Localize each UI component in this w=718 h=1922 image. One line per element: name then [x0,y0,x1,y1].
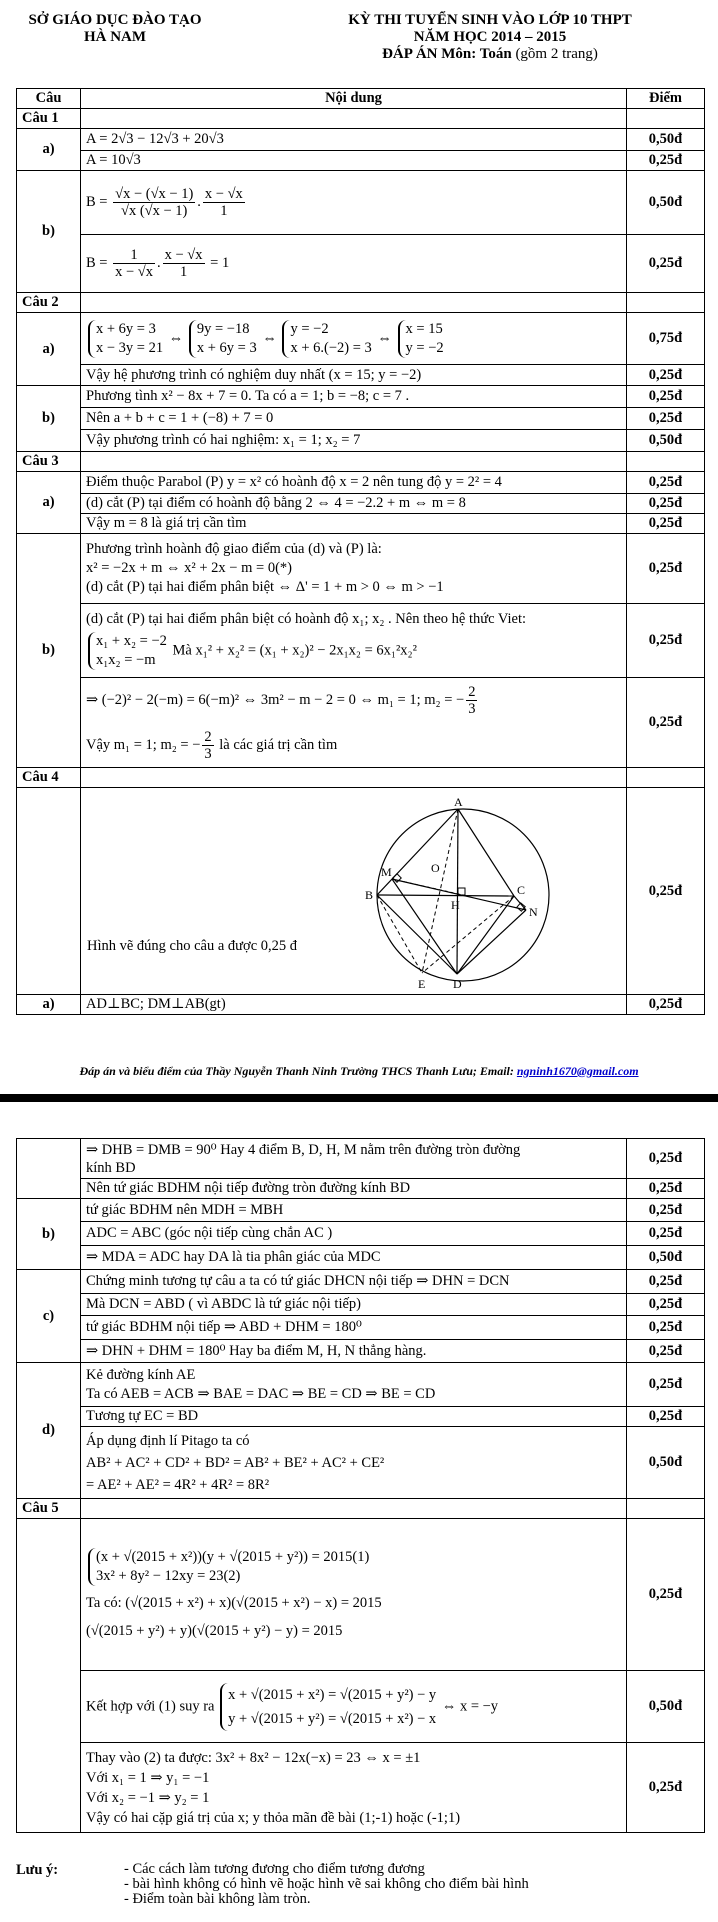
points-cell: 0,50đ [627,1427,705,1499]
answer-step: A = 2√3 − 12√3 + 20√3 [81,129,627,151]
segment-dn [457,910,526,974]
issuer-province: HÀ NAM [83,29,147,45]
answer-step: Vậy phương trình có hai nghiệm: x₁ = 1; x₂ = 7 [81,430,627,452]
answer-step: Áp dụng định lí Pitago ta có AB² + AC² + CD² + BD² = AB² + BE² + AC² + CE² = AE² + AE² = 4R² + 4R² = 8R² [81,1427,627,1499]
equation-system: x + 6y = 3 x − 3y = 21 [88,320,163,358]
table-row [17,1316,705,1340]
table-row [17,1363,705,1407]
note-label: Lưu ý: [16,1862,59,1878]
point-label-o: O [431,861,440,875]
equation-system: y = −2 x + 6.(−2) = 3 [282,320,371,358]
section-title: Câu 1 [17,109,81,129]
table-row [17,1407,705,1427]
points-cell: 0,50đ [627,171,705,235]
section-title: Câu 2 [17,293,81,313]
answer-step: x + 6y = 3 x − 3y = 21 ⇔ 9y = −18 x + 6y = 3 ⇔ y = −2 x + 6.(−2) = 3 ⇔ x = 15 y = −2 [81,313,627,365]
points-cell: 0,25đ [627,472,705,494]
answer-step: ⇒ MDA = ADC hay DA là tia phân giác của MDC [81,1246,627,1270]
page-separator [0,1094,718,1102]
segment-cd [457,896,514,974]
points-cell: 0,50đ [627,1246,705,1270]
table-row [17,1294,705,1316]
answer-step: tứ giác BDHM nội tiếp ⇒ ABD + DHM = 180⁰ [81,1316,627,1340]
table-row [17,235,705,293]
answer-step: A = 10√3 [81,151,627,171]
answer-step: B = $\frac{√x - (√x - 1)}{√x (√x - 1)}$ . $\frac{x - √x}{1}$ [81,171,627,235]
note-line: - bài hình không có hình vẽ hoặc hình vẽ sai không cho điểm bài hình [124,1876,529,1892]
point-label-b: B [365,888,374,902]
table-row [17,1199,705,1222]
table-row [17,408,705,430]
table-row [17,1519,705,1671]
section-row [17,452,705,472]
points-cell: 0,25đ [627,386,705,408]
answer-step: Phương tình x² − 8x + 7 = 0. Ta có a = 1; b = −8; c = 7 . [81,386,627,408]
table-row [17,604,705,678]
point-label-h: H [451,898,460,912]
segment-bc [377,895,514,896]
points-cell: 0,25đ [627,408,705,430]
points-cell: 0,75đ [627,313,705,365]
figure-caption: Hình vẽ đúng cho câu a được 0,25 đ [87,938,298,954]
answer-step: Kẻ đường kính AE Ta có AEB = ACB ⇒ BAE = DAC ⇒ BE = CD ⇒ BE = CD [81,1363,627,1407]
fraction: $\frac{x - √x}{1}$ [204,186,243,219]
equation-system: (x + √(2015 + x²))(y + √(2015 + y²)) = 2015(1) 3x² + 8y² − 12xy = 23(2) [88,1548,369,1586]
geometry-figure [351,792,591,992]
fraction: $\frac{2}{3}$ [468,683,476,717]
answer-step: tứ giác BDHM nên MDH = MBH [81,1199,627,1222]
subject-title: ĐÁP ÁN Môn: Toán [382,46,512,62]
school-year: NĂM HỌC 2014 – 2015 [413,29,567,45]
points-cell: 0,25đ [627,995,705,1015]
answer-step: Vậy hệ phương trình có nghiệm duy nhất (x = 15; y = −2) [81,365,627,386]
answer-step: Vậy m = 8 là giá trị cần tìm [81,514,627,534]
answer-table-page1 [16,88,705,1015]
exam-title: KỲ THI TUYỂN SINH VÀO LỚP 10 THPT [348,12,632,28]
table-row [17,494,705,514]
table-row [17,1246,705,1270]
table-row [17,1427,705,1499]
segment-bd [377,895,457,974]
answer-table-page2 [16,1138,705,1833]
table-row [17,1222,705,1246]
table-row [17,129,705,151]
points-cell: 0,25đ [627,1407,705,1427]
table-row [17,313,705,365]
table-header-row [17,89,705,109]
points-cell: 0,50đ [627,129,705,151]
points-cell: 0,25đ [627,1270,705,1294]
part-label: b) [17,534,81,768]
table-row [17,151,705,171]
answer-step: (d) cắt (P) tại điểm có hoành độ bằng 2 ⇔ 4 = −2.2 + m ⇔ m = 8 [81,494,627,514]
part-label: a) [17,129,81,171]
points-cell: 0,25đ [627,365,705,386]
table-row [17,1179,705,1199]
equation-system: x + √(2015 + x²) = √(2015 + y²) − y y + √(2015 + y²) = √(2015 + x²) − x [220,1683,436,1731]
part-label: b) [17,171,81,293]
answer-step: ⇒ DHN + DHM = 180⁰ Hay ba điểm M, H, N thẳng hàng. [81,1340,627,1363]
answer-step: ADC = ABC (góc nội tiếp cùng chắn AC ) [81,1222,627,1246]
note-line: - Các cách làm tương đương cho điểm tương đương [124,1861,425,1877]
point-label-m: M [381,865,392,879]
col-header-content: Nội dung [81,89,627,109]
points-cell: 0,25đ [627,494,705,514]
fraction: $\frac{1}{x - √x}$ [115,247,153,280]
answer-step: Chứng minh tương tự câu a ta có tứ giác DHCN nội tiếp ⇒ DHN = DCN [81,1270,627,1294]
answer-step: (d) cắt (P) tại hai điểm phân biệt có hoành độ x₁; x₂ . Nên theo hệ thức Viet: x₁ + x₂ = −2 x₁x₂ = −m Mà x₁² + x₂² = (x₁ + x₂)² − 2x₁x₂ = 6x₁²x₂² [81,604,627,678]
part-label: a) [17,995,81,1015]
subject-line [280,46,700,63]
points-cell: 0,25đ [627,1294,705,1316]
points-cell: 0,25đ [627,604,705,678]
points-cell: 0,25đ [627,534,705,604]
table-row [17,1270,705,1294]
points-cell: 0,25đ [627,151,705,171]
points-cell: 0,50đ [627,430,705,452]
col-header-question: Câu [17,89,81,109]
table-row [17,514,705,534]
points-cell: 0,25đ [627,1316,705,1340]
point-label-a: A [454,795,463,809]
points-cell: 0,25đ [627,788,705,995]
exam-title-block [280,12,700,63]
note-line: - Điểm toàn bài không làm tròn. [124,1891,311,1907]
table-row [17,788,705,995]
table-row [17,1340,705,1363]
issuer-name: SỞ GIÁO DỤC ĐÀO TẠO [28,12,202,28]
points-cell: 0,25đ [627,1222,705,1246]
points-cell: 0,25đ [627,1743,705,1833]
point-label-d: D [453,977,462,991]
section-title: Câu 5 [17,1499,81,1519]
page-count: (gồm 2 trang) [511,46,598,62]
points-cell: 0,25đ [627,1179,705,1199]
points-cell: 0,25đ [627,235,705,293]
table-row [17,365,705,386]
points-cell: 0,25đ [627,1139,705,1179]
equation-system: x₁ + x₂ = −2 x₁x₂ = −m [88,632,167,670]
answer-step: Điểm thuộc Parabol (P) y = x² có hoành độ x = 2 nên tung độ y = 2² = 4 [81,472,627,494]
point-label-n: N [529,905,538,919]
equation-system: x = 15 y = −2 [398,320,444,358]
fraction: $\frac{√x - (√x - 1)}{√x (√x - 1)}$ [115,186,194,219]
table-row [17,995,705,1015]
document-header [0,8,718,78]
answer-step: Nên a + b + c = 1 + (−8) + 7 = 0 [81,408,627,430]
answer-step: ⇒ (−2)² − 2(−m) = 6(−m)² ⇔ 3m² − m − 2 = 0 ⇔ m₁ = 1; m₂ = − $\frac{2}{3}$ Vậy m₁ = 1; m₂ = − $\frac{2}{3}$ là các giá trị cần tìm [81,678,627,768]
part-label: b) [17,386,81,452]
table-row [17,534,705,604]
fraction: $\frac{2}{3}$ [204,728,212,762]
points-cell: 0,25đ [627,1199,705,1222]
section-title: Câu 4 [17,768,81,788]
table-row [17,386,705,408]
point-label-e: E [418,977,426,991]
answer-step: B = $\frac{1}{x - √x}$ . $\frac{x - √x}{1}$ = 1 [81,235,627,293]
issuer-block [10,12,220,46]
points-cell: 0,50đ [627,1671,705,1743]
answer-step: ⇒ DHB = DMB = 90⁰ Hay 4 điểm B, D, H, M nằm trên đường tròn đường kính BD [81,1139,627,1179]
part-label: a) [17,472,81,534]
author-email-link[interactable]: ngninh1670@gmail.com [516,1064,639,1078]
segment-be-dashed [377,895,422,973]
section-row [17,293,705,313]
table-row [17,472,705,494]
section-title: Câu 3 [17,452,81,472]
col-header-points: Điểm [627,89,705,109]
answer-step: AD⊥BC; DM⊥AB(gt) [81,995,627,1015]
section-row [17,768,705,788]
table-row [17,678,705,768]
equation-system: 9y = −18 x + 6y = 3 [189,320,257,358]
table-row [17,1139,705,1179]
table-row [17,1743,705,1833]
figure-cell [81,788,627,995]
table-row [17,1671,705,1743]
part-label: d) [17,1363,81,1499]
answer-step: (x + √(2015 + x²))(y + √(2015 + y²)) = 2015(1) 3x² + 8y² − 12xy = 23(2) Ta có: (√(2015 + x²) + x)(√(2015 + x²) − x) = 2015 (√(2015 + y²) + y)(√(2015 + y²) − y) = 2015 [81,1519,627,1671]
section-row [17,1499,705,1519]
points-cell: 0,25đ [627,1340,705,1363]
answer-step: Phương trình hoành độ giao điểm của (d) và (P) là: x² = −2x + m ⇔ x² + 2x − m = 0(*) (d) cắt (P) tại hai điểm phân biệt ⇔ Δ' = 1 + m > 0 ⇔ m > −1 [81,534,627,604]
answer-step: Kết hợp với (1) suy ra x + √(2015 + x²) = √(2015 + y²) − y y + √(2015 + y²) = √(2015 + x²) − x ⇔ x = −y [81,1671,627,1743]
fraction: $\frac{x - √x}{1}$ [164,247,203,280]
table-row [17,171,705,235]
segment-ac [458,809,514,896]
answer-step: Thay vào (2) ta được: 3x² + 8x² − 12x(−x) = 23 ⇔ x = ±1 Với x₁ = 1 ⇒ y₁ = −1 Với x₂ = −1 ⇒ y₂ = 1 Vậy có hai cặp giá trị của x; y thỏa mãn đề bài (1;-1) hoặc (-1;1) [81,1743,627,1833]
section-row [17,109,705,129]
answer-step: Mà DCN = ABD ( vì ABDC là tứ giác nội tiếp) [81,1294,627,1316]
part-label: c) [17,1270,81,1363]
table-row [17,430,705,452]
answer-step: Tương tự EC = BD [81,1407,627,1427]
part-label: b) [17,1199,81,1270]
points-cell: 0,25đ [627,1363,705,1407]
points-cell: 0,25đ [627,1519,705,1671]
points-cell: 0,25đ [627,514,705,534]
credit-footer: Đáp án và biểu điểm của Thầy Nguyễn Thanh Ninh Trường THCS Thanh Lưu; Email: ngninh1670@gmail.com [79,1064,639,1078]
answer-step: Nên tứ giác BDHM nội tiếp đường tròn đường kính BD [81,1179,627,1199]
point-label-c: C [517,883,526,897]
points-cell: 0,25đ [627,678,705,768]
part-label: a) [17,313,81,386]
